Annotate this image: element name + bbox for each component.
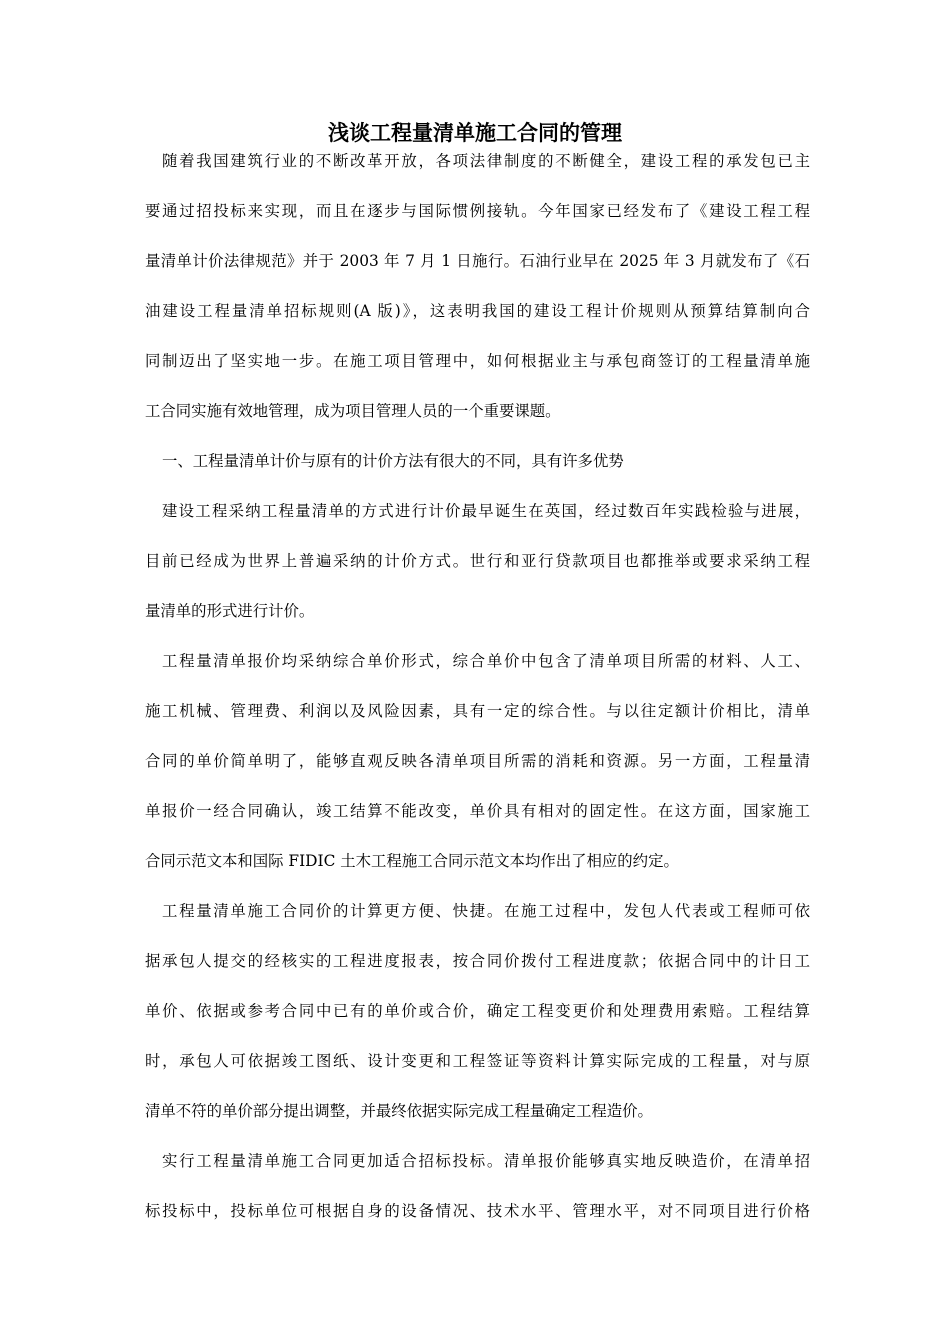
paragraph-line: 合同示范文本和国际 FIDIC 土木工程施工合同示范文本均作出了相应的约定。 (145, 852, 679, 870)
paragraph-line: 随着我国建筑行业的不断改革开放，各项法律制度的不断健全，建设工程的承发包已主 (162, 152, 810, 170)
paragraph-line: 据承包人提交的经核实的工程进度报表，按合同价拨付工程进度款；依据合同中的计日工 (145, 952, 810, 970)
document-title: 浅谈工程量清单施工合同的管理 (328, 120, 622, 145)
paragraph-line: 单价、依据或参考合同中已有的单价或合价，确定工程变更价和处理费用索赔。工程结算 (145, 1002, 810, 1020)
paragraph-line: 目前已经成为世界上普遍采纳的计价方式。世行和亚行贷款项目也都推举或要求采纳工程 (145, 552, 810, 570)
paragraph-line: 实行工程量清单施工合同更加适合招标投标。清单报价能够真实地反映造价，在清单招 (162, 1152, 810, 1170)
paragraph-line: 量清单的形式进行计价。 (145, 602, 315, 620)
paragraph-line: 合同的单价简单明了，能够直观反映各清单项目所需的消耗和资源。另一方面，工程量清 (145, 752, 810, 770)
paragraph-line: 清单不符的单价部分提出调整，并最终依据实际完成工程量确定工程造价。 (145, 1102, 653, 1120)
paragraph-line: 施工机械、管理费、利润以及风险因素，具有一定的综合性。与以往定额计价相比，清单 (145, 702, 810, 720)
paragraph-line: 同制迈出了坚实地一步。在施工项目管理中，如何根据业主与承包商签订的工程量清单施 (145, 352, 810, 370)
paragraph-line: 工程量清单施工合同价的计算更方便、快捷。在施工过程中，发包人代表或工程师可依 (162, 902, 810, 920)
paragraph-line: 标投标中，投标单位可根据自身的设备情况、技术水平、管理水平，对不同项目进行价格 (145, 1202, 810, 1220)
paragraph-line: 建设工程采纳工程量清单的方式进行计价最早诞生在英国，经过数百年实践检验与进展， (162, 502, 810, 520)
paragraph-line: 量清单计价法律规范》并于 2003 年 7 月 1 日施行。石油行业早在 2025 年 3 月就发布了《石 (145, 252, 810, 270)
paragraph-line: 工合同实施有效地管理，成为项目管理人员的一个重要课题。 (145, 402, 561, 420)
paragraph-line: 工程量清单报价均采纳综合单价形式，综合单价中包含了清单项目所需的材料、人工、 (162, 652, 810, 670)
paragraph-line: 时，承包人可依据竣工图纸、设计变更和工程签证等资料计算实际完成的工程量，对与原 (145, 1052, 810, 1070)
paragraph-line: 油建设工程量清单招标规则(A 版)》，这表明我国的建设工程计价规则从预算结算制向合 (145, 302, 810, 320)
paragraph-line: 要通过招投标来实现，而且在逐步与国际惯例接轨。今年国家已经发布了《建设工程工程 (145, 202, 810, 220)
section-heading: 一、工程量清单计价与原有的计价方法有很大的不同，具有许多优势 (162, 452, 624, 470)
paragraph-line: 单报价一经合同确认，竣工结算不能改变，单价具有相对的固定性。在这方面，国家施工 (145, 802, 810, 820)
